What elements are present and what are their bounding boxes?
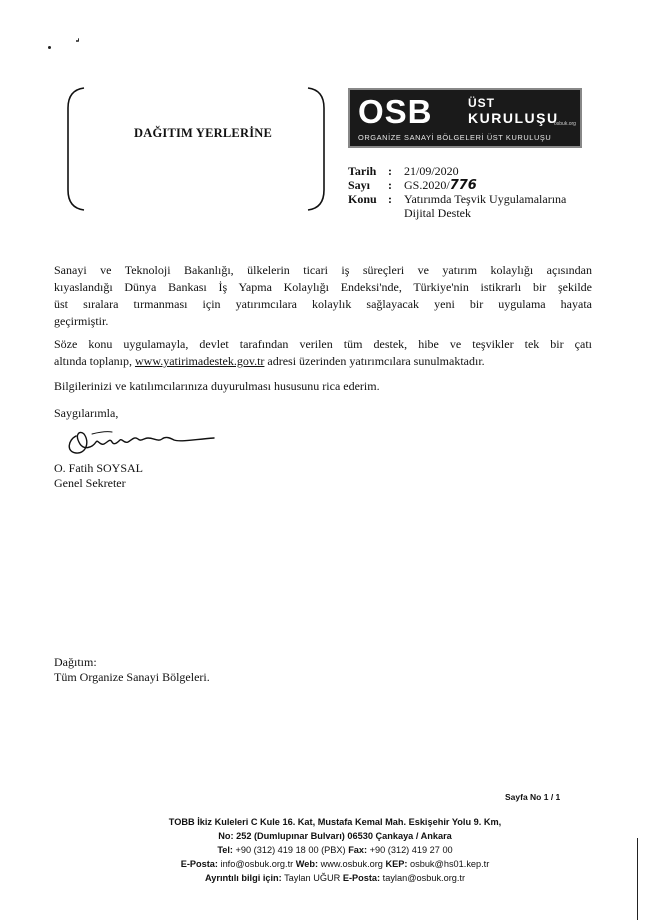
number-label: Sayı bbox=[348, 178, 371, 192]
recipient-title: DAĞITIM YERLERİNE bbox=[134, 126, 273, 140]
contact-email-label: E-Posta: bbox=[342, 873, 381, 883]
logo-subtitle: ORGANİZE SANAYİ BÖLGELERİ ÜST KURULUŞU bbox=[358, 133, 552, 142]
kep-value[interactable]: osbuk@hs01.kep.tr bbox=[410, 859, 490, 869]
contact-label: Ayrıntılı bilgi için: bbox=[204, 873, 282, 883]
contact-name: Taylan UĞUR bbox=[284, 873, 341, 883]
web-value[interactable]: www.osbuk.org bbox=[320, 859, 383, 869]
distribution-label: Dağıtım: bbox=[54, 655, 97, 669]
footer bbox=[90, 815, 580, 885]
signatory-name: O. Fatih SOYSAL bbox=[54, 461, 144, 475]
meta-date: Tarih : 21/09/2020 bbox=[348, 164, 459, 178]
tel-label: Tel: bbox=[217, 845, 233, 855]
signature bbox=[62, 422, 218, 458]
logo-kurulusu-text: KURULUŞU bbox=[468, 110, 559, 126]
paragraph-3: Bilgilerinizi ve katılımcılarınıza duyurulması hususunu rica ederim. bbox=[54, 379, 380, 393]
date-value: 21/09/2020 bbox=[404, 164, 459, 178]
p1-line-4: geçirmiştir. bbox=[54, 314, 109, 328]
footer-phone-line bbox=[90, 843, 580, 857]
recipient-bracket bbox=[66, 86, 326, 212]
subject-line-1: Yatırımda Teşvik Uygulamalarına bbox=[404, 192, 567, 206]
handwritten-number: 776 bbox=[449, 178, 477, 193]
subject-line-2: Dijital Destek bbox=[404, 206, 471, 220]
logo-web-text: osbuk.org bbox=[554, 121, 576, 127]
fax-value: +90 (312) 419 27 00 bbox=[369, 845, 453, 855]
meta-subject: Konu : Yatırımda Teşvik Uygulamalarına bbox=[348, 192, 567, 206]
paragraph-2 bbox=[54, 336, 592, 370]
distribution-value: Tüm Organize Sanayi Bölgeleri. bbox=[54, 670, 210, 684]
p1-line-2: kıyaslandığı Dünya Bankası İş Yapma Kolaylığı Endeksi'nde, Türkiye'nin istikrarlı bir şekilde bbox=[54, 280, 592, 294]
p2-line-1: Söze konu uygulamayla, devlet tarafından verilen tüm destek, hibe ve teşvikler tek bir çatı bbox=[54, 337, 592, 351]
subject-label: Konu bbox=[348, 192, 377, 206]
closing: Saygılarımla, bbox=[54, 406, 119, 420]
p1-line-1: Sanayi ve Teknoloji Bakanlığı, ülkelerin ticari iş süreçleri ve yatırım kolaylığı açısından bbox=[54, 263, 592, 277]
contact-email-value[interactable]: taylan@osbuk.org.tr bbox=[382, 873, 466, 883]
footer-address-2: No: 252 (Dumlupınar Bulvarı) 06530 Çankaya / Ankara bbox=[218, 831, 452, 841]
scan-edge-line bbox=[637, 838, 638, 920]
footer-contact-line bbox=[90, 857, 580, 871]
p1-line-3: üst sıralara tırmanması için yatırımcılara kolaylık sağlayacak yeni bir uygulama hayata bbox=[54, 297, 592, 311]
email-value[interactable]: info@osbuk.org.tr bbox=[220, 859, 294, 869]
signatory-title: Genel Sekreter bbox=[54, 476, 126, 490]
p2-line-2-pre: altında toplanıp, bbox=[54, 354, 132, 368]
logo-osb-text: OSB bbox=[358, 93, 433, 130]
email-label: E-Posta: bbox=[180, 859, 218, 869]
footer-detail-line bbox=[90, 871, 580, 885]
paragraph-1 bbox=[54, 262, 592, 330]
kep-label: KEP: bbox=[385, 859, 408, 869]
p2-line-2-post: adresi üzerinden yatırımcılara sunulmaktadır. bbox=[267, 354, 485, 368]
logo-ust-text: ÜST bbox=[468, 96, 495, 110]
osb-logo bbox=[348, 88, 582, 148]
footer-address-1: TOBB İkiz Kuleleri C Kule 16. Kat, Mustafa Kemal Mah. Eskişehir Yolu 9. Km, bbox=[168, 817, 502, 827]
web-label: Web: bbox=[295, 859, 319, 869]
date-label: Tarih bbox=[348, 164, 377, 178]
number-value: GS.2020/ bbox=[404, 178, 450, 192]
page-number: Sayfa No 1 / 1 bbox=[505, 792, 561, 802]
yatirimadestek-link[interactable]: www.yatirimadestek.gov.tr bbox=[134, 354, 265, 368]
fax-label: Fax: bbox=[348, 845, 368, 855]
p2-line-2 bbox=[54, 353, 592, 370]
meta-number: Sayı : GS.2020/776 bbox=[348, 178, 477, 193]
tel-value: +90 (312) 419 18 00 (PBX) bbox=[235, 845, 346, 855]
